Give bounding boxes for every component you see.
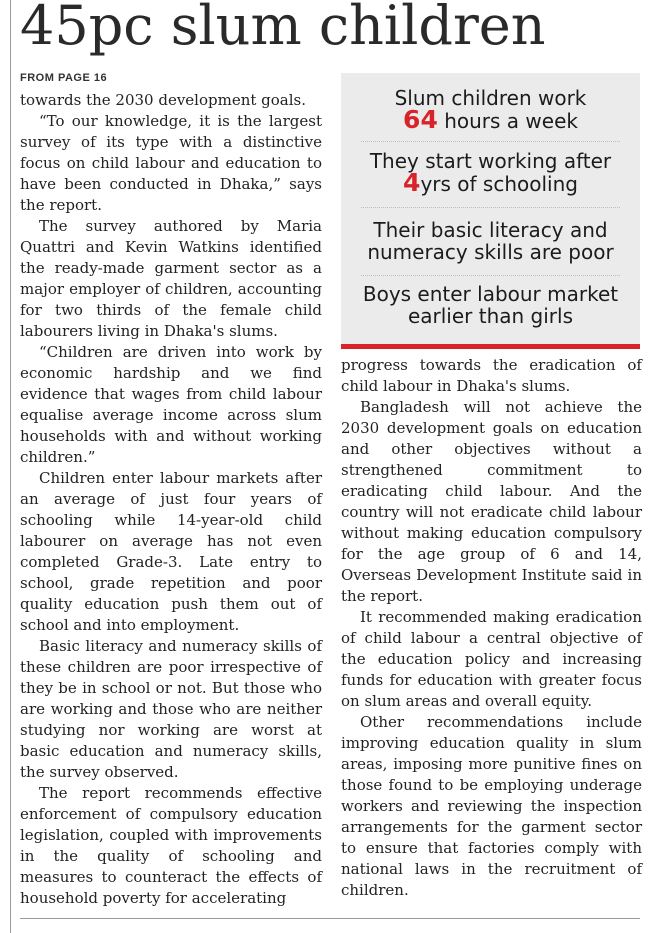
- fact-text: They start working after: [369, 149, 612, 173]
- paragraph: The survey authored by Maria Quattri and Kevin Watkins identified the ready-made garment sector as a major employer of children, accounting for two thirds of the female child labourers living in Dhaka's slums.: [20, 217, 322, 340]
- fact-literacy: [353, 219, 628, 263]
- fact-number: 4: [403, 168, 421, 197]
- fact-text: Slum children work: [394, 86, 587, 110]
- article-left-column: [20, 90, 322, 909]
- fact-text: Boys enter labour market: [362, 282, 619, 306]
- fact-work-hours: [353, 87, 628, 132]
- bottom-rule: [20, 918, 640, 919]
- fact-number: 64: [403, 105, 438, 134]
- fact-box: [341, 73, 640, 349]
- fact-text: Their basic literacy and: [373, 218, 608, 242]
- paragraph: towards the 2030 development goals.: [20, 91, 307, 109]
- continuation-label: FROM PAGE 16: [20, 72, 108, 84]
- paragraph: The report recommends effective enforcement of compulsory education legislation, coupled with improvements in the quality of schooling and measures to counteract the effects of household poverty for accelerating: [20, 784, 322, 907]
- fact-start-working: [353, 150, 628, 195]
- fact-text: [353, 168, 628, 197]
- fact-separator: [361, 141, 620, 142]
- fact-boys-labour: [353, 283, 628, 327]
- left-column-rule: [10, 0, 11, 933]
- paragraph: “Children are driven into work by economic hardship and we find evidence that wages from child labour equalise average income across slum households with and without working children.”: [20, 343, 322, 466]
- paragraph: progress towards the eradication of child labour in Dhaka's slums.: [341, 356, 642, 395]
- paragraph: Bangladesh will not achieve the 2030 development goals on education and other objectives without a strengthened commitment to eradicating child labour. And the country will not eradicate child labour without making education compulsory for the age group of 6 and 14, Overseas Development Institute said in the report.: [341, 398, 642, 605]
- fact-text: hours a week: [437, 109, 578, 133]
- paragraph: Basic literacy and numeracy skills of these children are poor irrespective of they be in school or not. But those who are working and those who are neither studying nor working are worst at basic education and numeracy skills, the survey observed.: [20, 637, 322, 781]
- fact-text: earlier than girls: [407, 304, 574, 328]
- paragraph: “To our knowledge, it is the largest survey of its type with a distinctive focus on child labour and education to have been conducted in Dhaka,” says the report.: [20, 112, 322, 214]
- paragraph: It recommended making eradication of child labour a central objective of the education policy and increasing funds for education with greater focus on slum areas and overall equity.: [341, 608, 642, 710]
- paragraph: Other recommendations include improving education quality in slum areas, imposing more punitive fines on those found to be employing underage workers and reviewing the inspection arrangements for the garment sector to ensure that factories comply with national laws in the recruitment of children.: [341, 713, 642, 899]
- fact-separator: [361, 207, 620, 208]
- article-right-column: [341, 355, 642, 901]
- paragraph: Children enter labour markets after an average of just four years of schooling while 14-year-old child labourer on average has not even completed Grade-3. Late entry to school, grade repetition and poor quality education push them out of school and into employment.: [20, 469, 322, 634]
- fact-separator: [361, 275, 620, 276]
- page-headline: 45pc slum children: [20, 0, 546, 57]
- fact-text: yrs of schooling: [420, 172, 578, 196]
- fact-text: numeracy skills are poor: [367, 240, 614, 264]
- fact-text: [353, 105, 628, 134]
